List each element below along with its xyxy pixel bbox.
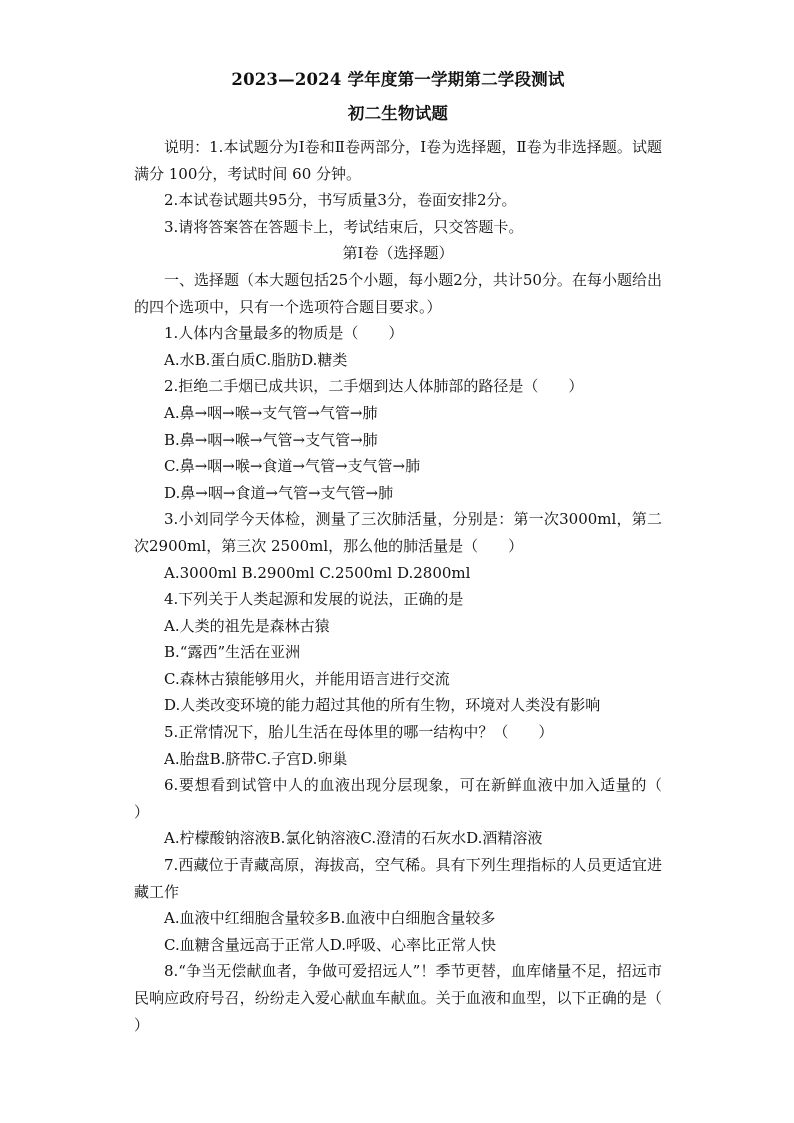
question-option: D.人类改变环境的能力超过其他的所有生物，环境对人类没有影响 — [164, 696, 601, 715]
question-stem: 7.西藏位于青藏高原，海拔高，空气稀。具有下列生理指标的人员更适宜进藏工作 — [134, 856, 662, 901]
question-stem: 4.下列关于人类起源和发展的说法，正确的是 — [164, 590, 464, 609]
question-stem: 8.“争当无偿献血者，争做可爱招远人”！季节更替，血库储量不足，招远市民响应政府号召，纷纷走入爱心献血车献血。关于血液和血型，以下正确的是（ ） — [134, 962, 693, 1034]
question-option: A.3000ml B.2900ml C.2500ml D.2800ml — [164, 563, 471, 582]
question-stem: 6.要想看到试管中人的血液出现分层现象，可在新鲜血液中加入适量的（ ） — [134, 776, 693, 821]
page-title: 2023—2024 学年度第一学期第二学段测试 — [231, 70, 565, 89]
question-stem: 1.人体内含量最多的物质是（ ） — [164, 324, 404, 343]
instruction-2: 2.本试卷试题共95分，书写质量3分，卷面安排2分。 — [164, 191, 517, 210]
page-subtitle: 初二生物试题 — [347, 104, 449, 123]
section-title: 第Ⅰ卷（选择题） — [342, 244, 454, 263]
question-option: C.鼻→咽→喉→食道→气管→支气管→肺 — [164, 457, 421, 476]
instruction-1: 说明：1.本试题分为Ⅰ卷和Ⅱ卷两部分，Ⅰ卷为选择题，Ⅱ卷为非选择题。试题满分 100分，考试时间 60 分钟。 — [134, 138, 662, 183]
question-stem: 5.正常情况下，胎儿生活在母体里的哪一结构中？（ ） — [164, 723, 554, 742]
question-stem: 2.拒绝二手烟已成共识，二手烟到达人体肺部的路径是（ ） — [164, 377, 584, 396]
exam-content — [134, 62, 693, 1038]
question-option: A.鼻→咽→喉→支气管→气管→肺 — [164, 403, 378, 422]
question-option: B.“露西”生活在亚洲 — [164, 643, 301, 662]
question-option: D.鼻→咽→食道→气管→支气管→肺 — [164, 483, 394, 502]
section-intro: 一、选择题（本大题包括25个小题，每小题2分，共计50分。在每小题给出的四个选项中，只有一个选项符合题目要求。） — [134, 270, 662, 316]
question-option: A.胎盘B.脐带C.子宫D.卵巢 — [164, 749, 348, 768]
question-option: A.血液中红细胞含量较多B.血液中白细胞含量较多 — [164, 909, 496, 928]
question-option: A.人类的祖先是森林古猿 — [164, 616, 330, 635]
question-option: C.血糖含量远高于正常人D.呼吸、心率比正常人快 — [164, 935, 496, 954]
question-option: B.鼻→咽→喉→气管→支气管→肺 — [164, 430, 378, 449]
question-option: A.水B.蛋白质C.脂肪D.糖类 — [164, 350, 348, 369]
instruction-3: 3.请将答案答在答题卡上，考试结束后，只交答题卡。 — [164, 217, 524, 236]
question-stem: 3.小刘同学今天体检，测量了三次肺活量，分别是：第一次3000ml，第二次2900ml，第三次 2500ml，那么他的肺活量是（ ） — [134, 510, 662, 555]
question-option: C.森林古猿能够用火，并能用语言进行交流 — [164, 669, 450, 688]
question-option: A.柠檬酸钠溶液B.氯化钠溶液C.澄清的石灰水D.酒精溶液 — [164, 829, 543, 848]
